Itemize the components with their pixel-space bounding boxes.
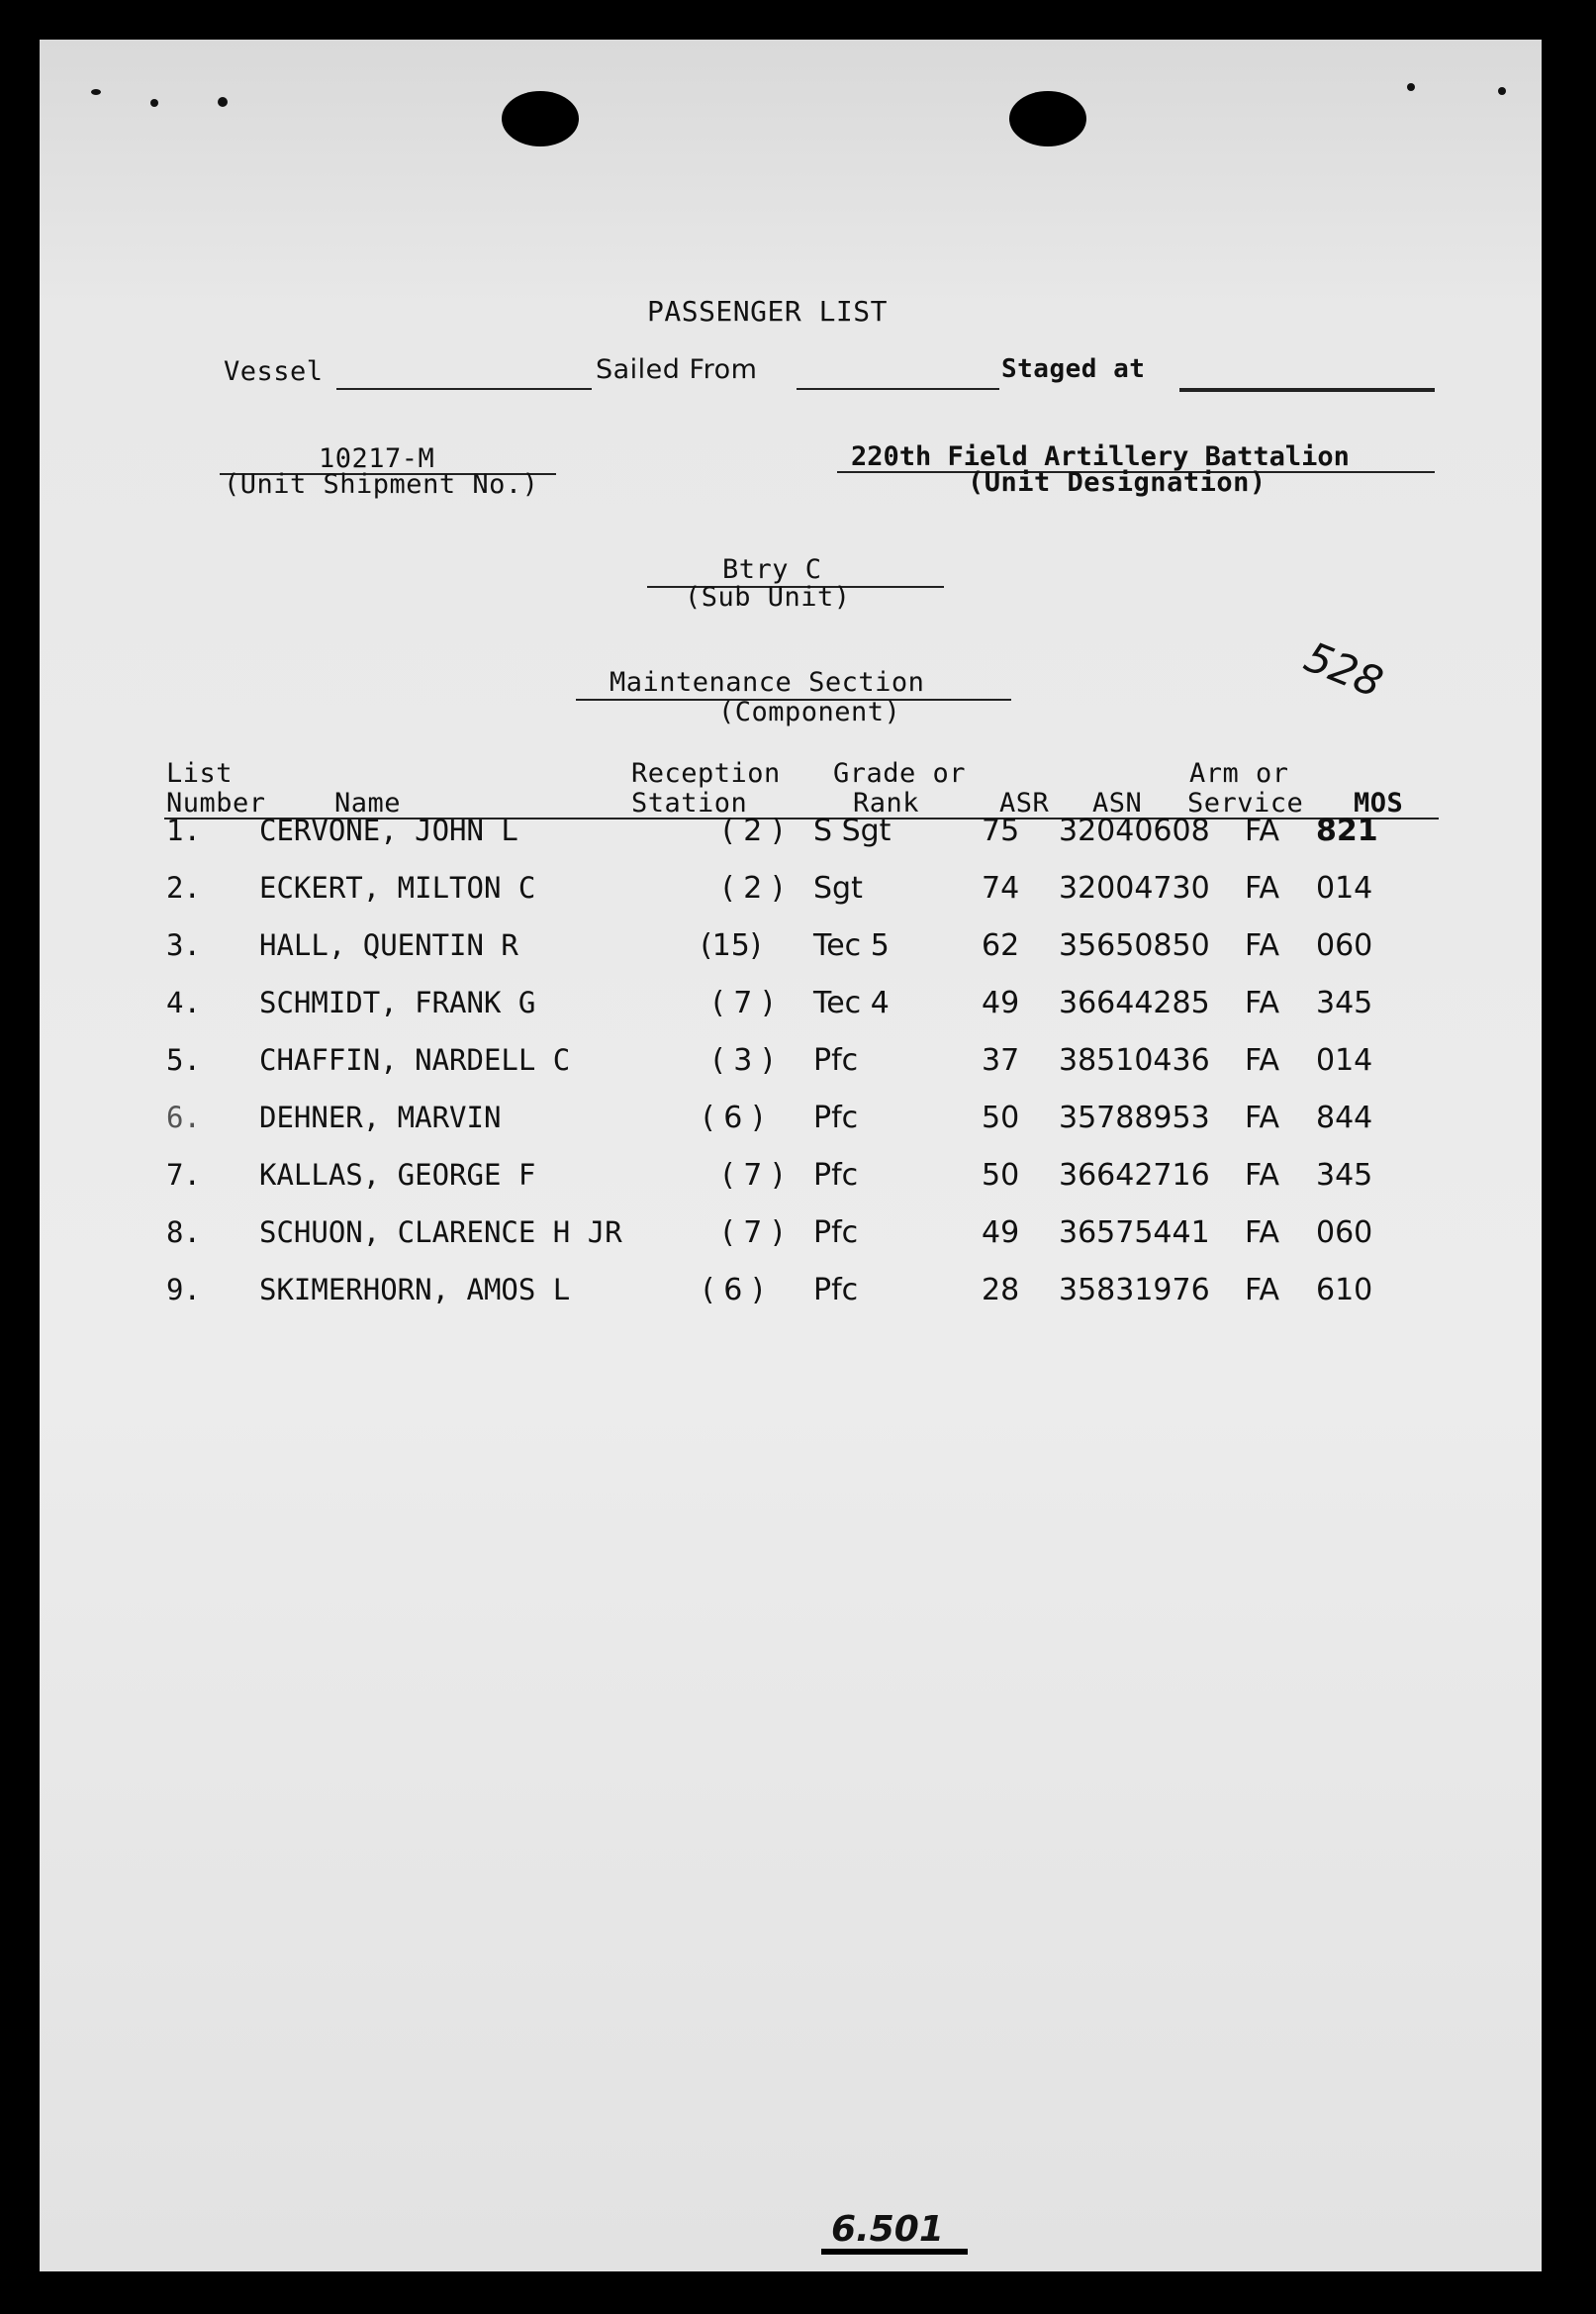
header-list-number-1: List	[166, 758, 234, 789]
asr: 62	[982, 928, 1020, 963]
asn: 36644285	[1059, 986, 1210, 1020]
asn: 38510436	[1059, 1043, 1210, 1078]
table-row	[40, 871, 1542, 911]
mos: 844	[1316, 1101, 1373, 1135]
passenger-table	[40, 40, 1542, 2271]
grade-rank: Sgt	[813, 871, 863, 906]
header-reception-1: Reception	[631, 758, 781, 789]
table-row	[40, 1215, 1542, 1255]
list-number: 3.	[166, 928, 201, 962]
sub-unit-caption: (Sub Unit)	[685, 582, 851, 613]
arm-service: FA	[1245, 1158, 1280, 1193]
arm-service: FA	[1245, 1215, 1280, 1250]
reception-station: ( 7 )	[722, 1215, 784, 1250]
header-grade-2: Rank	[853, 788, 920, 819]
grade-rank: Tec 5	[813, 928, 890, 963]
table-row	[40, 928, 1542, 968]
mos: 345	[1316, 1158, 1373, 1193]
reception-station: ( 7 )	[722, 1158, 784, 1193]
list-number: 5.	[166, 1043, 201, 1077]
unit-designation: 220th Field Artillery Battalion	[851, 441, 1350, 472]
asr: 37	[982, 1043, 1020, 1078]
table-row	[40, 1158, 1542, 1198]
grade-rank: Pfc	[813, 1273, 859, 1307]
asn: 36642716	[1059, 1158, 1210, 1193]
header-mos: MOS	[1354, 788, 1404, 819]
list-number: 7.	[166, 1158, 201, 1192]
grade-rank: Pfc	[813, 1101, 859, 1135]
list-number: 2.	[166, 871, 201, 905]
asr: 74	[982, 871, 1020, 906]
mos: 060	[1316, 1215, 1373, 1250]
asn: 32004730	[1059, 871, 1210, 906]
component: Maintenance Section	[610, 667, 925, 698]
passenger-name: DEHNER, MARVIN	[259, 1101, 502, 1134]
asr: 49	[982, 986, 1020, 1020]
reception-station: ( 7 )	[712, 986, 774, 1020]
grade-rank: Pfc	[813, 1215, 859, 1250]
list-number: 6.	[166, 1101, 201, 1134]
arm-service: FA	[1245, 928, 1280, 963]
mos: 821	[1316, 814, 1378, 848]
asr: 50	[982, 1158, 1020, 1193]
reception-station: ( 6 )	[703, 1273, 764, 1307]
arm-service: FA	[1245, 986, 1280, 1020]
asr: 75	[982, 814, 1020, 848]
header-arm-1: Arm or	[1189, 758, 1289, 789]
table-row	[40, 1101, 1542, 1140]
sailed-from-label: Sailed From	[596, 354, 758, 385]
grade-rank: Pfc	[813, 1158, 859, 1193]
staged-at-label: Staged at	[1001, 354, 1146, 384]
unit-designation-caption: (Unit Designation)	[968, 467, 1267, 498]
arm-service: FA	[1245, 814, 1280, 848]
reception-station: ( 2 )	[722, 814, 784, 848]
arm-service: FA	[1245, 871, 1280, 906]
passenger-name: SCHUON, CLARENCE H JR	[259, 1215, 622, 1249]
asr: 28	[982, 1273, 1020, 1307]
asr: 50	[982, 1101, 1020, 1135]
asn: 35650850	[1059, 928, 1210, 963]
footer-mark: 6.501	[831, 2209, 944, 2250]
header-asn: ASN	[1092, 788, 1143, 819]
table-row	[40, 1273, 1542, 1312]
passenger-name: KALLAS, GEORGE F	[259, 1158, 536, 1192]
table-row	[40, 1043, 1542, 1083]
page-number: 528	[1297, 631, 1390, 708]
arm-service: FA	[1245, 1043, 1280, 1078]
passenger-name: HALL, QUENTIN R	[259, 928, 518, 962]
asn: 35788953	[1059, 1101, 1210, 1135]
passenger-name: SKIMERHORN, AMOS L	[259, 1273, 571, 1306]
passenger-name: SCHMIDT, FRANK G	[259, 986, 536, 1019]
table-row	[40, 986, 1542, 1025]
passenger-name: ECKERT, MILTON C	[259, 871, 536, 905]
document-page	[40, 40, 1542, 2271]
passenger-name: CERVONE, JOHN L	[259, 814, 518, 847]
reception-station: (15)	[701, 928, 762, 963]
arm-service: FA	[1245, 1101, 1280, 1135]
asn: 35831976	[1059, 1273, 1210, 1307]
mos: 014	[1316, 871, 1373, 906]
list-number: 9.	[166, 1273, 201, 1306]
reception-station: ( 3 )	[712, 1043, 774, 1078]
page-title: PASSENGER LIST	[647, 295, 889, 328]
header-asr: ASR	[999, 788, 1050, 819]
component-caption: (Component)	[718, 697, 901, 727]
unit-shipment-caption: (Unit Shipment No.)	[224, 469, 539, 500]
footer-mark-underline	[821, 2249, 968, 2255]
passenger-name: CHAFFIN, NARDELL C	[259, 1043, 571, 1077]
list-number: 4.	[166, 986, 201, 1019]
reception-station: ( 2 )	[722, 871, 784, 906]
grade-rank: Pfc	[813, 1043, 859, 1078]
header-arm-2: Service	[1187, 788, 1304, 819]
mos: 345	[1316, 986, 1373, 1020]
mos: 060	[1316, 928, 1373, 963]
mos: 610	[1316, 1273, 1373, 1307]
asn: 32040608	[1059, 814, 1210, 848]
header-grade-1: Grade or	[833, 758, 967, 789]
grade-rank: S Sgt	[813, 814, 892, 848]
vessel-label: Vessel	[224, 356, 324, 387]
header-list-number-2: Number	[166, 788, 266, 819]
grade-rank: Tec 4	[813, 986, 890, 1020]
table-row	[40, 814, 1542, 853]
list-number: 8.	[166, 1215, 201, 1249]
unit-shipment-no: 10217-M	[319, 443, 435, 474]
header-name: Name	[334, 788, 402, 819]
reception-station: ( 6 )	[703, 1101, 764, 1135]
arm-service: FA	[1245, 1273, 1280, 1307]
sub-unit: Btry C	[722, 554, 822, 585]
header-reception-2: Station	[631, 788, 748, 819]
list-number: 1.	[166, 814, 201, 847]
mos: 014	[1316, 1043, 1373, 1078]
asr: 49	[982, 1215, 1020, 1250]
asn: 36575441	[1059, 1215, 1210, 1250]
